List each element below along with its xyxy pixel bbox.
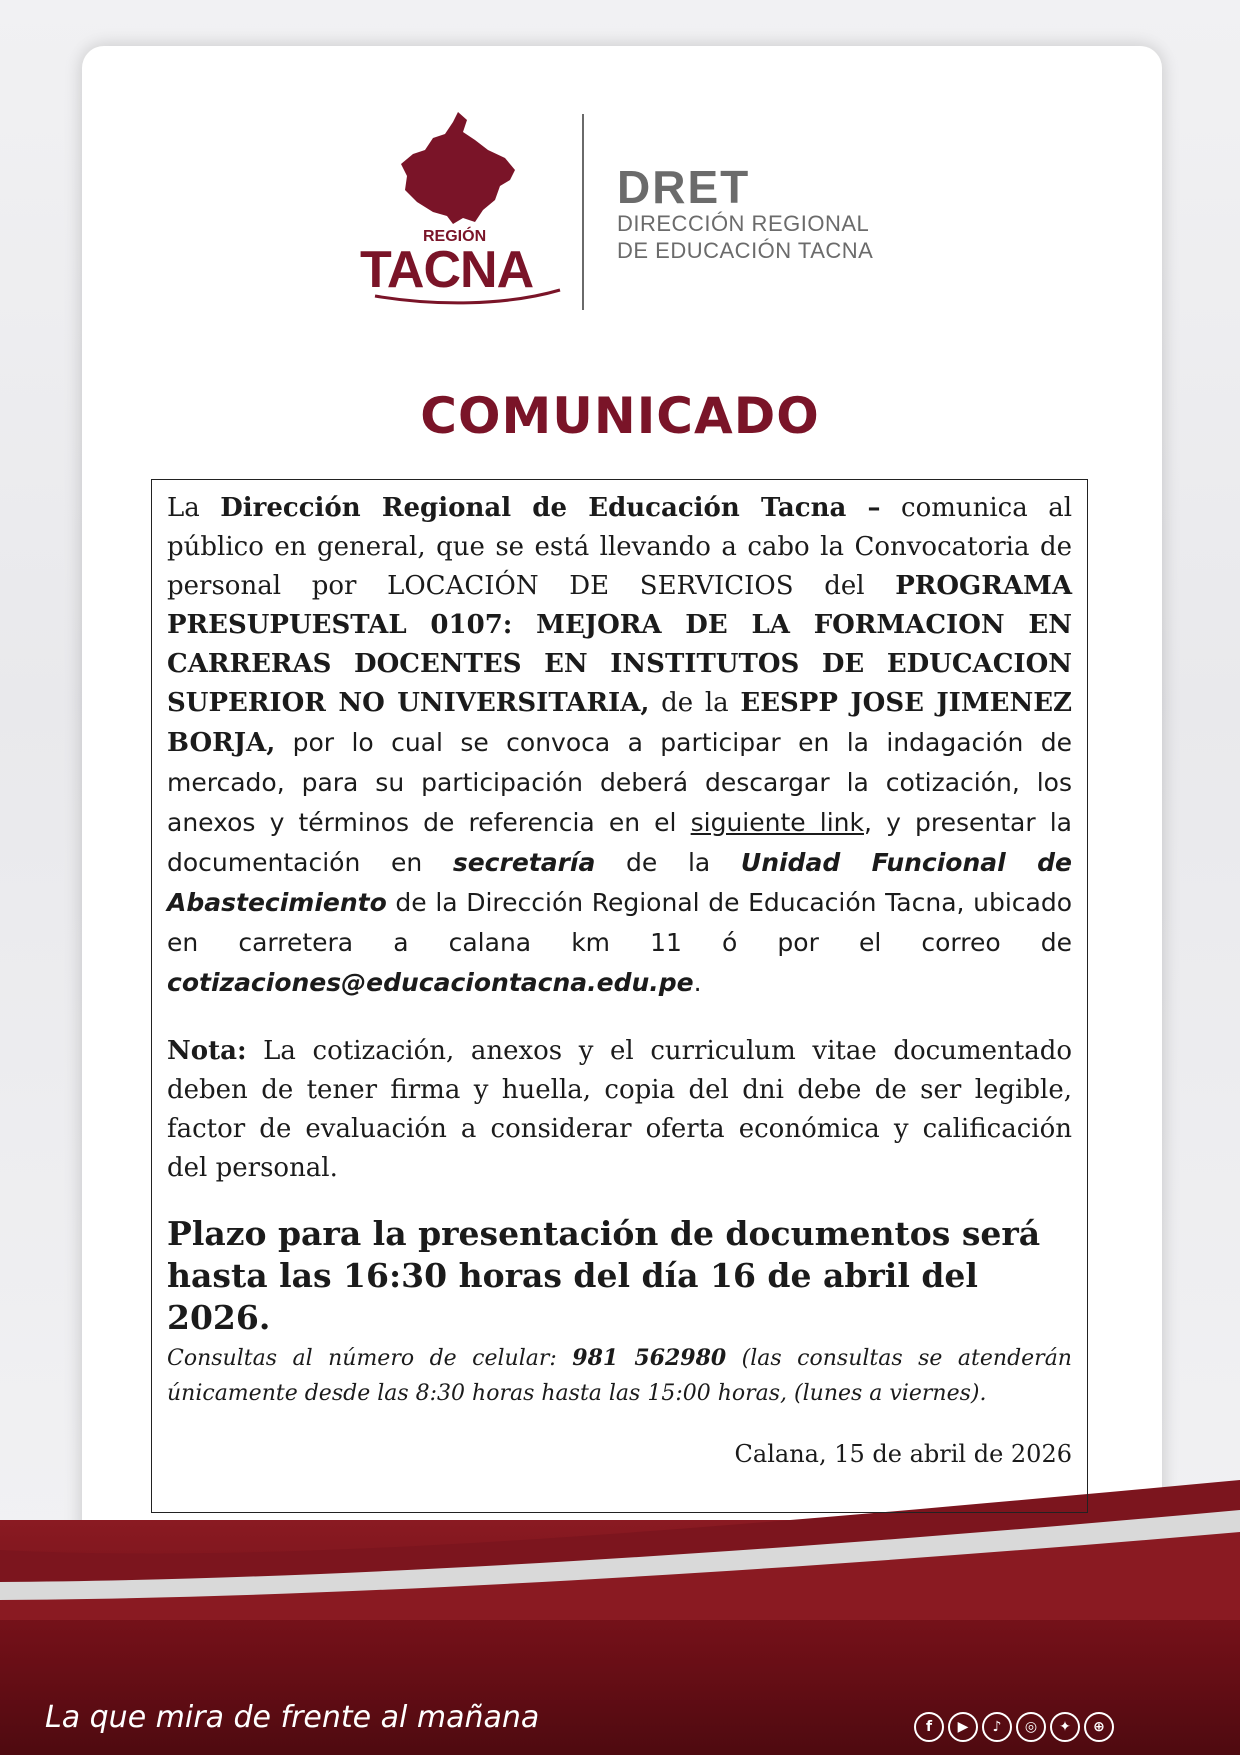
footer-slogan: La que mira de frente al mañana (45, 1700, 540, 1735)
svg-text:TACNA: TACNA (360, 241, 534, 299)
logo-divider (582, 114, 584, 310)
school-name: EESPP JOSE JIMENEZ BORJA, (167, 688, 1073, 758)
text-run: La (167, 493, 221, 523)
svg-text:REGIÓN: REGIÓN (423, 228, 487, 245)
text-run: comunica al público en general, que se está llevando a cabo la Convocatoria de personal por LOCACIÓN DE SERVICIOS del (167, 493, 1073, 601)
phone-number: 981 562980 (572, 1345, 727, 1371)
email-link[interactable]: cotizaciones@educaciontacna.edu.pe (167, 968, 694, 997)
note-paragraph (167, 1032, 1072, 1188)
twitter-icon[interactable]: ✦ (1050, 1712, 1080, 1742)
region-tacna-logo (355, 110, 570, 315)
deadline-text: Plazo para la presentación de documentos será hasta las 16:30 horas del día 16 de abril del 2026. (167, 1214, 1041, 1337)
web-icon[interactable]: ⊕ (1084, 1712, 1114, 1742)
text-run: , y presentar la documentación en (167, 808, 1072, 877)
unit-name: Unidad Funcional de Abastecimiento (167, 848, 1072, 917)
institution-name: Dirección Regional de Educación Tacna – (220, 493, 881, 523)
facebook-icon[interactable]: f (914, 1712, 944, 1742)
main-paragraph (167, 489, 1072, 1003)
contact-paragraph (167, 1341, 1072, 1411)
secretaria-text: secretaría (452, 848, 596, 877)
instagram-icon[interactable]: ◎ (1016, 1712, 1046, 1742)
download-link[interactable]: siguiente link (690, 808, 864, 837)
note-text: La cotización, anexos y el curriculum vitae documentado deben de tener firma y huella, copia del dni debe de ser legible, factor de evaluación a considerar oferta económica y calificación del personal. (167, 1036, 1072, 1183)
text-run: . (693, 968, 702, 997)
program-name: PROGRAMA PRESUPUESTAL 0107: MEJORA DE LA FORMACION EN CARRERAS DOCENTES EN INSTITUTOS DE EDUCACION SUPERIOR NO UNIVERSITARIA, (167, 571, 1072, 718)
dret-acronym: DRET (617, 161, 751, 213)
dret-subtitle (617, 210, 873, 264)
dret-line2: DE EDUCACIÓN TACNA (617, 238, 874, 263)
youtube-icon[interactable]: ▶ (948, 1712, 978, 1742)
page-title: COMUNICADO (420, 387, 820, 445)
text-run: de la (595, 848, 741, 877)
tacna-map-icon (355, 110, 570, 315)
place-date: Calana, 15 de abril de 2026 (734, 1440, 1072, 1468)
dret-line1: DIRECCIÓN REGIONAL (617, 211, 870, 236)
text-run: Consultas al número de celular: (167, 1346, 573, 1371)
text-run: por lo cual se convoca a participar en la indagación de mercado, para su participación deberá descargar la cotización, los anexos y términos de referencia en el (167, 728, 1072, 837)
tiktok-icon[interactable]: ♪ (982, 1712, 1012, 1742)
text-run: de la Dirección Regional de Educación Tacna, ubicado en carretera a calana km 11 ó por el correo de (167, 888, 1072, 957)
text-run: (las consultas se atenderán únicamente desde las 8:30 horas hasta las 15:00 horas, (lunes a viernes). (167, 1346, 1072, 1406)
social-icons (914, 1712, 1114, 1746)
note-label: Nota: (167, 1036, 247, 1066)
text-run: de la (649, 688, 741, 718)
